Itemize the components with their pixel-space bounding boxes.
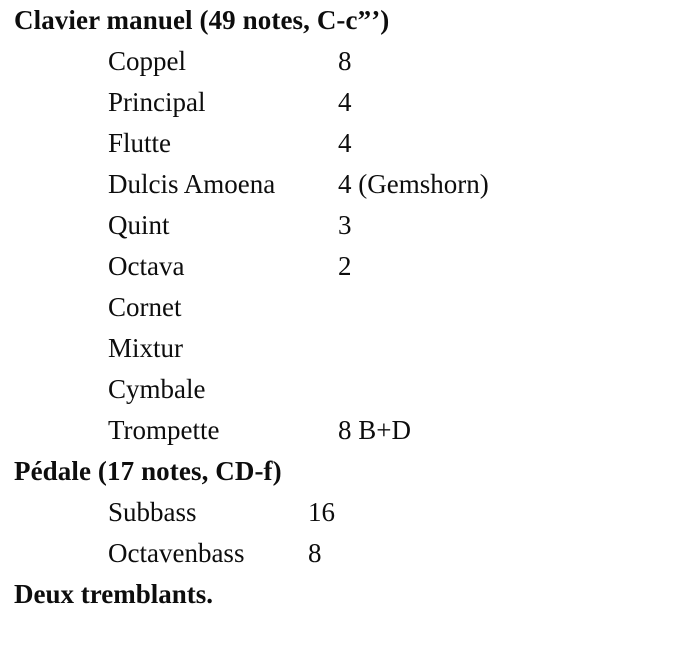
stop-row bbox=[14, 82, 681, 123]
stop-name: Subbass bbox=[108, 497, 197, 527]
stop-pitch: 4 bbox=[338, 128, 352, 158]
section-heading-pedal: Pédale (17 notes, CD-f) bbox=[14, 456, 282, 486]
stop-pitch: 3 bbox=[338, 210, 352, 240]
stop-pitch: 4 bbox=[338, 87, 352, 117]
stop-name: Octava bbox=[108, 251, 185, 281]
stop-row bbox=[14, 410, 681, 451]
stop-name: Dulcis Amoena bbox=[108, 169, 276, 199]
stop-name: Cornet bbox=[108, 292, 182, 322]
stop-name: Flutte bbox=[108, 128, 172, 158]
stop-name: Quint bbox=[108, 210, 170, 240]
stop-row bbox=[14, 246, 681, 287]
stop-row bbox=[14, 123, 681, 164]
stop-row bbox=[14, 533, 681, 574]
stop-name: Trompette bbox=[108, 415, 220, 445]
stop-row bbox=[14, 328, 681, 369]
section-heading-manual: Clavier manuel (49 notes, C-c”’) bbox=[14, 5, 390, 35]
stop-pitch: 4 (Gemshorn) bbox=[338, 169, 489, 199]
stop-name: Coppel bbox=[108, 46, 186, 76]
stop-row bbox=[14, 41, 681, 82]
stop-row bbox=[14, 287, 681, 328]
stop-name: Principal bbox=[108, 87, 206, 117]
stop-pitch: 8 bbox=[338, 46, 352, 76]
stop-row bbox=[14, 205, 681, 246]
organ-stoplist bbox=[14, 0, 681, 615]
footer-note: Deux tremblants. bbox=[14, 579, 213, 609]
stop-name: Mixtur bbox=[108, 333, 184, 363]
stop-row bbox=[14, 369, 681, 410]
stop-pitch: 2 bbox=[338, 251, 352, 281]
stop-pitch: 16 bbox=[308, 497, 335, 527]
stop-pitch: 8 bbox=[308, 538, 322, 568]
stop-name: Octavenbass bbox=[108, 538, 245, 568]
stop-row bbox=[14, 492, 681, 533]
stop-row bbox=[14, 164, 681, 205]
stop-name: Cymbale bbox=[108, 374, 206, 404]
stop-pitch: 8 B+D bbox=[338, 415, 411, 445]
